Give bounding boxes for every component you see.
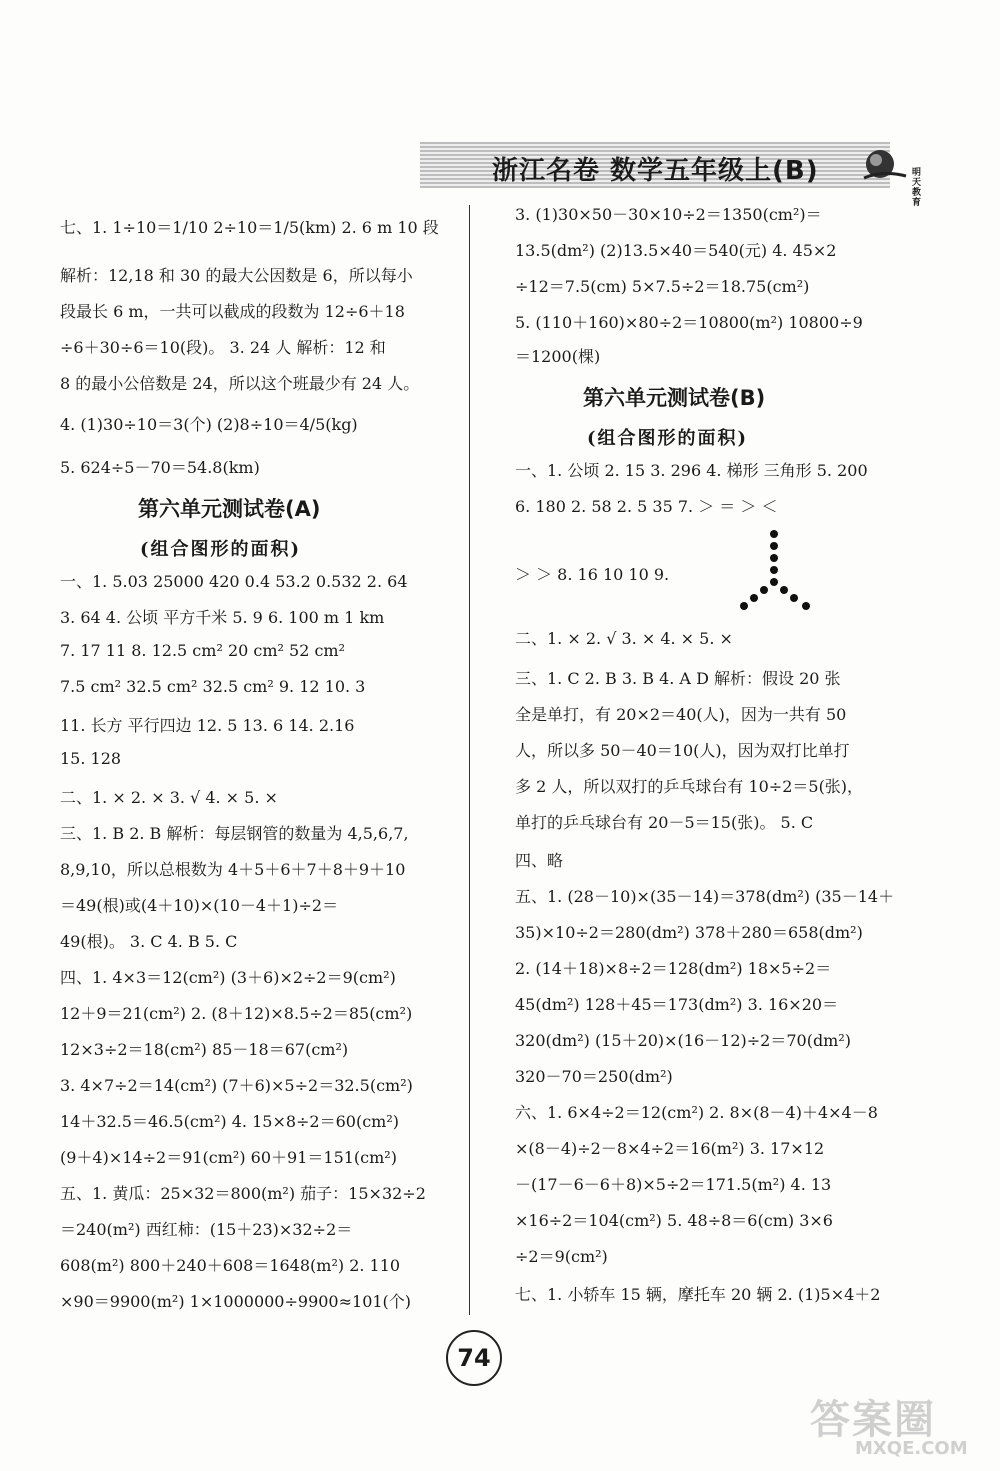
text-line: ＝1200(棵) <box>515 347 601 366</box>
section-subtitle: (组合图形的面积) <box>140 539 302 560</box>
column-divider <box>469 205 470 1315</box>
text-line: 解析：12,18 和 30 的最大公因数是 6，所以每小 <box>60 266 413 285</box>
text-line: ×(8－4)÷2－8×4÷2＝16(m²) 3. 17×12 <box>515 1139 825 1158</box>
text-line: 三、1. B 2. B 解析：每层钢管的数量为 4,5,6,7, <box>60 824 409 843</box>
watermark-logo: 答案圈 <box>810 1397 936 1443</box>
watermark-url: MXQE.COM <box>855 1438 968 1459</box>
page-number: 74 <box>446 1330 502 1386</box>
text-line: 8,9,10，所以总根数为 4＋5＋6＋7＋8＋9＋10 <box>60 860 406 879</box>
text-line: 7.5 cm² 32.5 cm² 32.5 cm² 9. 12 10. 3 <box>60 677 366 696</box>
book-title: 浙江名卷 数学五年级上(B) <box>492 156 819 186</box>
text-line: 45(dm²) 128＋45＝173(dm²) 3. 16×20＝ <box>515 995 839 1014</box>
text-line: 320(dm²) (15＋20)×(16－12)÷2＝70(dm²) <box>515 1031 852 1050</box>
section-title: 第六单元测试卷(A) <box>138 497 321 521</box>
text-line: 七、1. 1÷10＝1/10 2÷10＝1/5(km) 2. 6 m 10 段 <box>60 218 439 237</box>
text-line: 8 的最小公倍数是 24，所以这个班最少有 24 人。 <box>60 374 420 393</box>
text-line: ×16÷2＝104(cm²) 5. 48÷8＝6(cm) 3×6 <box>515 1211 833 1230</box>
text-line: 7. 17 11 8. 12.5 cm² 20 cm² 52 cm² <box>60 641 346 660</box>
text-line: 49(根)。 3. C 4. B 5. C <box>60 932 238 951</box>
text-line: 5. 624÷5－70＝54.8(km) <box>60 458 260 477</box>
text-line: 七、1. 小轿车 15 辆，摩托车 20 辆 2. (1)5×4＋2 <box>515 1285 881 1304</box>
dot-pattern-figure <box>738 528 818 614</box>
text-line: 一、1. 公顷 2. 15 3. 296 4. 梯形 三角形 5. 200 <box>515 461 868 480</box>
text-line: 一、1. 5.03 25000 420 0.4 53.2 0.532 2. 64 <box>60 572 408 591</box>
text-line: ÷6＋30÷6＝10(段)。 3. 24 人 解析：12 和 <box>60 338 386 357</box>
text-line: 全是单打，有 20×2＝40(人)，因为一共有 50 <box>515 705 847 724</box>
publisher-logo-text: 明天教育 <box>912 168 922 208</box>
text-line: (9＋4)×14÷2＝91(cm²) 60＋91＝151(cm²) <box>60 1148 397 1167</box>
text-line: 3. 4×7÷2＝14(cm²) (7＋6)×5÷2＝32.5(cm²) <box>60 1076 413 1095</box>
text-line: 四、略 <box>515 851 564 870</box>
publisher-logo-icon <box>860 142 908 190</box>
text-line: 320－70＝250(dm²) <box>515 1067 673 1086</box>
text-line: ＞ ＞ 8. 16 10 10 9. <box>515 565 670 584</box>
text-line: 2. (14＋18)×8÷2＝128(dm²) 18×5÷2＝ <box>515 959 832 978</box>
text-line: 4. (1)30÷10＝3(个) (2)8÷10＝4/5(kg) <box>60 415 358 434</box>
text-line: 6. 180 2. 58 2. 5 35 7. ＞ ＝ ＞ ＜ <box>515 497 778 516</box>
text-line: 五、1. (28－10)×(35－14)＝378(dm²) (35－14＋ <box>515 887 895 906</box>
text-line: 人，所以多 50－40＝10(人)，因为双打比单打 <box>515 741 850 760</box>
text-line: 3. (1)30×50－30×10÷2＝1350(cm²)＝ <box>515 205 822 224</box>
text-line: 五、1. 黄瓜：25×32＝800(m²) 茄子：15×32÷2 <box>60 1184 426 1203</box>
text-line: 12＋9＝21(cm²) 2. (8＋12)×8.5÷2＝85(cm²) <box>60 1004 413 1023</box>
text-line: 三、1. C 2. B 3. B 4. A D 解析：假设 20 张 <box>515 669 841 688</box>
text-line: 608(m²) 800＋240＋608＝1648(m²) 2. 110 <box>60 1256 401 1275</box>
text-line: ×90＝9900(m²) 1×1000000÷9900≈101(个) <box>60 1292 412 1311</box>
text-line: 二、1. × 2. √ 3. × 4. × 5. × <box>515 629 733 648</box>
text-line: 段最长 6 m，一共可以截成的段数为 12÷6＋18 <box>60 302 405 321</box>
text-line: 5. (110＋160)×80÷2＝10800(m²) 10800÷9 <box>515 313 863 332</box>
text-line: 四、1. 4×3＝12(cm²) (3＋6)×2÷2＝9(cm²) <box>60 968 396 987</box>
text-line: 二、1. × 2. × 3. √ 4. × 5. × <box>60 788 278 807</box>
text-line: 12×3÷2＝18(cm²) 85－18＝67(cm²) <box>60 1040 349 1059</box>
section-title: 第六单元测试卷(B) <box>583 386 766 410</box>
text-line: －(17－6－6＋8)×5÷2＝171.5(m²) 4. 13 <box>515 1175 832 1194</box>
section-subtitle: (组合图形的面积) <box>587 428 749 449</box>
text-line: 六、1. 6×4÷2＝12(cm²) 2. 8×(8－4)＋4×4－8 <box>515 1103 878 1122</box>
text-line: 35)×10÷2＝280(dm²) 378＋280＝658(dm²) <box>515 923 863 942</box>
text-line: ＝240(m²) 西红柿：(15＋23)×32÷2＝ <box>60 1220 353 1239</box>
text-line: 多 2 人，所以双打的乒乓球台有 10÷2＝5(张)， <box>515 777 864 796</box>
text-line: 3. 64 4. 公顷 平方千米 5. 9 6. 100 m 1 km <box>60 608 385 627</box>
text-line: 15. 128 <box>60 749 122 768</box>
text-line: 14＋32.5＝46.5(cm²) 4. 15×8÷2＝60(cm²) <box>60 1112 400 1131</box>
text-line: 13.5(dm²) (2)13.5×40＝540(元) 4. 45×2 <box>515 241 837 260</box>
text-line: ÷12＝7.5(cm) 5×7.5÷2＝18.75(cm²) <box>515 277 810 296</box>
text-line: ÷2＝9(cm²) <box>515 1247 608 1266</box>
text-line: 11. 长方 平行四边 12. 5 13. 6 14. 2.16 <box>60 716 355 735</box>
text-line: 单打的乒乓球台有 20－5＝15(张)。 5. C <box>515 813 814 832</box>
text-line: ＝49(根)或(4＋10)×(10－4＋1)÷2＝ <box>60 896 339 915</box>
